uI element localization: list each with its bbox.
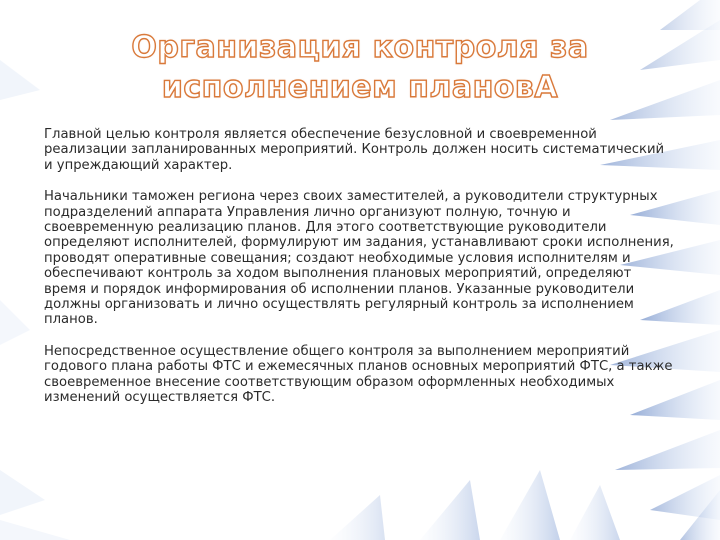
slide-title-line-2: исполнением плановА — [161, 70, 559, 105]
slide-title-line-1: Организация контроля за — [131, 30, 589, 65]
slide-title — [60, 28, 660, 108]
paragraph-purpose: Главной целью контроля является обеспечение безусловной и своевременной реализации запланированных мероприятий. Контроль должен носить систематический и упреждающий характер. — [44, 127, 665, 173]
paragraph-direct-control: Непосредственное осуществление общего контроля за выполнением мероприятий годового плана работы ФТС и ежемесячных планов основных мероприятий ФТС, а также своевременное внесение соответствующим образом оформленных необходимых изменений осуществляется ФТС. — [44, 343, 673, 406]
paragraph-organization: Начальники таможен региона через своих заместителей, а руководители структурных подразделений аппарата Управления лично организуют полную, точную и своевременную реализацию планов. Для этого соответствующие руководители определяют исполнителей, формулируют им задания, устанавливают сроки исполнения, проводят оперативные совещания; создают необходимые условия исполнителям и обеспечивают контроль за ходом выполнения плановых мероприятий, определяют время и порядок информирования об исполнении планов. Указанные руководители должны организовать и лично осуществлять регулярный контроль за исполнением планов. — [44, 189, 674, 328]
bottom-frond-decor — [330, 470, 620, 540]
slide-body — [44, 127, 674, 422]
